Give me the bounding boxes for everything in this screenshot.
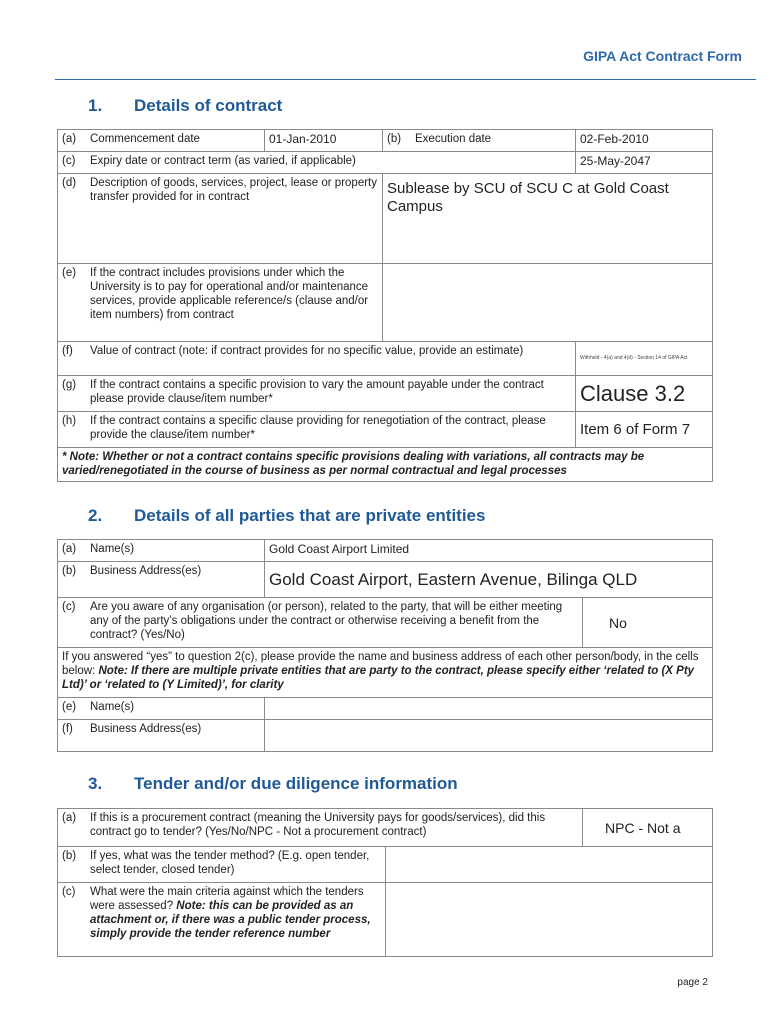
related-address-label: (f) Business Address(es) <box>58 720 265 752</box>
tender-criteria-text: What were the main criteria against which the tenders were assessed? <box>90 886 364 912</box>
related-party-answer-field[interactable]: No <box>583 598 713 648</box>
related-party-instructions <box>58 648 713 698</box>
section-3-heading <box>88 774 458 794</box>
tender-method-label: (b) If yes, what was the tender method? (E.g. open tender, select tender, closed tender) <box>58 847 386 883</box>
section-3-number: 3. <box>88 774 103 793</box>
description-field[interactable]: Sublease by SCU of SCU C at Gold Coast Campus <box>383 174 713 264</box>
commencement-date-field[interactable]: 01-Jan-2010 <box>265 130 383 152</box>
expiry-date-label: (c) Expiry date or contract term (as varied, if applicable) <box>58 152 576 174</box>
renegotiation-clause-label: (h) If the contract contains a specific clause providing for renegotiation of the contract, please provide the clause/item number* <box>58 412 576 448</box>
section-1-title: Details of contract <box>134 96 283 115</box>
section-2-heading <box>88 506 485 526</box>
party-address-field[interactable]: Gold Coast Airport, Eastern Avenue, Bilinga QLD <box>265 562 713 598</box>
tender-criteria-label: (c) What were the main criteria against which the tenders were assessed? Note: this can be provided as an attachment or, if there was a public tender process, simply provide the tender reference number <box>58 883 386 957</box>
operational-provisions-label: (e) If the contract includes provisions under which the University is to pay for operational and/or maintenance services, provide applicable reference/s (clause and/or item numbers) from contract <box>58 264 383 342</box>
contract-value-label: (f) Value of contract (note: if contract provides for no specific value, provide an estimate) <box>58 342 576 376</box>
related-address-field[interactable] <box>265 720 713 752</box>
page-number: page 2 <box>677 977 708 988</box>
section-2-number: 2. <box>88 506 103 525</box>
section-1-number: 1. <box>88 96 103 115</box>
section-1-heading <box>88 96 282 116</box>
section-2-title: Details of all parties that are private entities <box>134 506 486 525</box>
form-title: GIPA Act Contract Form <box>583 48 742 64</box>
tender-method-field[interactable] <box>386 847 713 883</box>
tender-question-label: (a) If this is a procurement contract (meaning the University pays for goods/services), did this contract go to tender? (Yes/No/NPC - Not a procurement contract) <box>58 809 583 847</box>
variation-clause-label: (g) If the contract contains a specific provision to vary the amount payable under the contract please provide clause/item number* <box>58 376 576 412</box>
related-name-label: (e) Name(s) <box>58 698 265 720</box>
contract-value-field[interactable]: Withheld - 4(a) and 4(d) - Section 14 of GIPA Act <box>576 342 713 376</box>
commencement-date-label: (a) Commencement date <box>58 130 265 152</box>
tender-criteria-note: Note: this can be provided as an attachment or, if there was a public tender process, simply provide the tender reference number <box>90 900 371 940</box>
related-party-instructions-text: If you answered “yes” to question 2(c), please provide the name and business address of each other person/body, in the cells below: <box>62 651 699 677</box>
section-3-title: Tender and/or due diligence information <box>134 774 458 793</box>
related-name-field[interactable] <box>265 698 713 720</box>
expiry-date-field[interactable]: 25-May-2047 <box>576 152 713 174</box>
operational-provisions-field[interactable] <box>383 264 713 342</box>
party-address-label: (b) Business Address(es) <box>58 562 265 598</box>
private-entities-table <box>57 539 713 752</box>
variation-note: * Note: Whether or not a contract contains specific provisions dealing with variations, all contracts may be varied/renegotiated in the course of business as per normal contractual and legal processes <box>58 448 713 482</box>
related-party-instructions-note: Note: If there are multiple private entities that are party to the contract, please specify either ‘related to (X Pty Ltd)’ or ‘related to (Y Limited)’, for clarity <box>62 665 695 691</box>
renegotiation-clause-field[interactable]: Item 6 of Form 7 <box>576 412 713 448</box>
party-name-field[interactable]: Gold Coast Airport Limited <box>265 540 713 562</box>
execution-date-label: (b) Execution date <box>383 130 576 152</box>
contract-details-table <box>57 129 713 482</box>
description-label: (d) Description of goods, services, project, lease or property transfer provided for in contract <box>58 174 383 264</box>
related-party-question-label: (c) Are you aware of any organisation (or person), related to the party, that will be either meeting any of the party’s obligations under the contract or otherwise receiving a benefit from the contract? (Yes/No) <box>58 598 583 648</box>
header-divider <box>55 79 756 80</box>
tender-criteria-field[interactable] <box>386 883 713 957</box>
tender-information-table <box>57 808 713 957</box>
variation-clause-field[interactable]: Clause 3.2 <box>576 376 713 412</box>
tender-answer-field[interactable]: NPC - Not a <box>583 809 713 847</box>
party-name-label: (a) Name(s) <box>58 540 265 562</box>
execution-date-field[interactable]: 02-Feb-2010 <box>576 130 713 152</box>
